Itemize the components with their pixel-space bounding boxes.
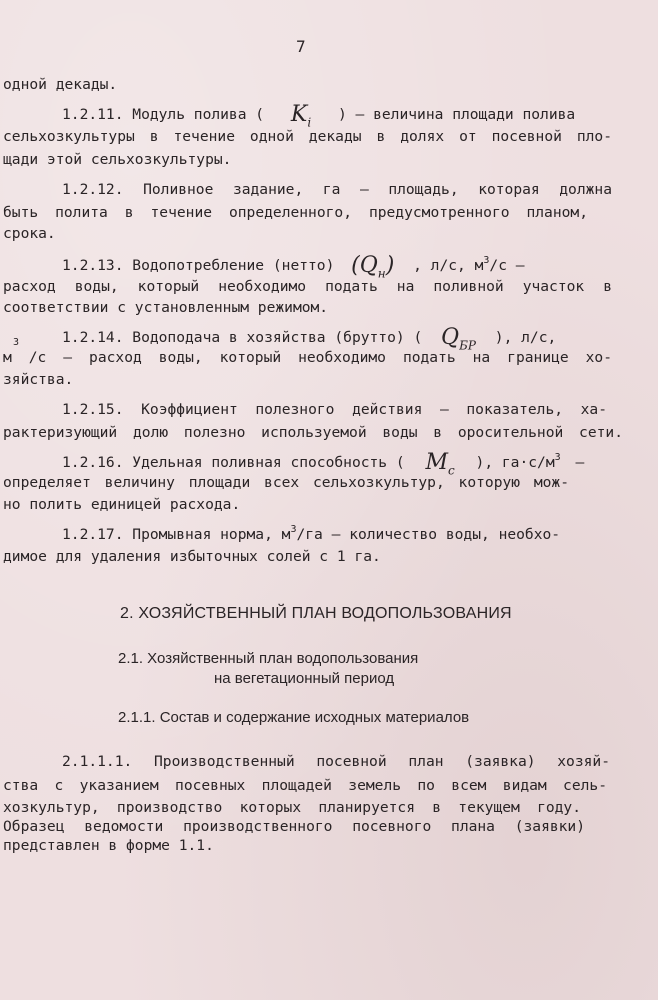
superscript: 3: [290, 524, 297, 535]
paragraph-1-2-16-line-3: но полить единицей расхода.: [3, 496, 241, 513]
superscript: 3: [13, 337, 20, 348]
paragraph-1-2-17-line-2: димое для удаления избыточных солей с 1 га.: [3, 548, 381, 565]
text-span: /с –: [489, 257, 525, 274]
paragraph-1-2-12-line-2: быть полита в течение определенного, предусмотренного планом,: [3, 204, 588, 221]
text-span: 1.2.11. Модуль полива (: [62, 106, 265, 123]
superscript: 3: [554, 452, 561, 463]
paragraph-1-2-11-line-2: сельхозкультуры в течение одной декады в долях от посевной пло-: [3, 128, 612, 145]
paragraph-1-2-11-line-1: [62, 104, 575, 129]
symbol-subscript: c: [448, 463, 455, 478]
text-span: 1.2.14. Водоподача в хозяйства (брутто) (: [62, 329, 423, 346]
text-span: 1.2.13. Водопотребление (нетто): [62, 257, 335, 274]
paragraph-1-2-14-line-3: зяйства.: [3, 371, 74, 388]
text-span: 1.2.16. Удельная поливная способность (: [62, 454, 405, 471]
symbol-subscript: н: [377, 266, 386, 281]
symbol-letter: M: [425, 450, 448, 475]
text-span: ) – величина площади полива: [337, 106, 576, 123]
symbol-letter: (Q: [351, 253, 378, 278]
paragraph-1-2-12-line-1: 1.2.12. Поливное задание, га – площадь, которая должна: [62, 181, 612, 198]
paragraph-1-2-13-line-1: [62, 255, 525, 280]
section-2-1-1-title: 2.1.1. Состав и содержание исходных материалов: [118, 709, 470, 726]
paragraph-2-1-1-1-line-1: 2.1.1.1. Производственный посевной план (заявка) хозяй-: [62, 753, 610, 770]
text-span: ), л/с,: [494, 329, 557, 346]
superscript: 3: [483, 255, 490, 266]
paragraph-1-2-15-line-2: рактеризующий долю полезно используемой воды в оросительной сети.: [3, 424, 623, 441]
symbol-subscript: i: [307, 115, 312, 130]
section-2-1-title-line-2: на вегетационный период: [214, 670, 395, 687]
paragraph-1-2-11-line-3: щади этой сельхозкультуры.: [3, 151, 232, 168]
paragraph-1-2-16-line-2: определяет величину площади всех сельхозкультур, которую мож-: [3, 474, 569, 491]
text-span: 1.2.17. Промывная норма, м: [62, 526, 291, 543]
symbol-letter: Q: [441, 325, 460, 350]
symbol-letter: K: [290, 102, 308, 127]
paragraph-2-1-1-1-line-5: представлен в форме 1.1.: [3, 837, 214, 854]
page-number: 7: [296, 37, 307, 56]
section-2-1-title-line-1: 2.1. Хозяйственный план водопользования: [118, 650, 419, 667]
symbol-qn: [351, 253, 395, 281]
section-2-title: 2. ХОЗЯЙСТВЕННЫЙ ПЛАН ВОДОПОЛЬЗОВАНИЯ: [120, 605, 512, 622]
symbol-ki: [290, 102, 312, 130]
paragraph-1-2-13-line-3: соответствии с установленным режимом.: [3, 299, 329, 316]
paragraph-1-2-17-line-1: [62, 526, 560, 546]
text-line: одной декады.: [3, 76, 118, 93]
paragraph-1-2-12-line-3: срока.: [3, 225, 56, 242]
text-span: , л/с, м: [413, 257, 484, 274]
text-span: ), га·с/м: [475, 454, 555, 471]
text-span: –: [575, 454, 585, 471]
text-span: /га – количество воды, необхо-: [296, 526, 561, 543]
symbol-subscript: БР: [459, 338, 476, 353]
paragraph-2-1-1-1-line-4: Образец ведомости производственного посевного плана (заявки): [3, 818, 585, 835]
symbol-paren: ): [385, 253, 395, 278]
symbol-mc: [425, 450, 455, 478]
paragraph-2-1-1-1-line-2: ства с указанием посевных площадей земель по всем видам сель-: [3, 777, 607, 794]
paragraph-1-2-15-line-1: 1.2.15. Коэффициент полезного действия – показатель, ха-: [62, 401, 607, 418]
paragraph-1-2-14-line-2: м /с – расход воды, который необходимо подать на границе хо-: [3, 349, 612, 366]
paragraph-2-1-1-1-line-3: хозкультур, производство которых планируется в текущем году.: [3, 799, 581, 816]
symbol-qbr: [441, 325, 476, 353]
paragraph-1-2-13-line-2: расход воды, который необходимо подать на поливной участок в: [3, 278, 612, 295]
